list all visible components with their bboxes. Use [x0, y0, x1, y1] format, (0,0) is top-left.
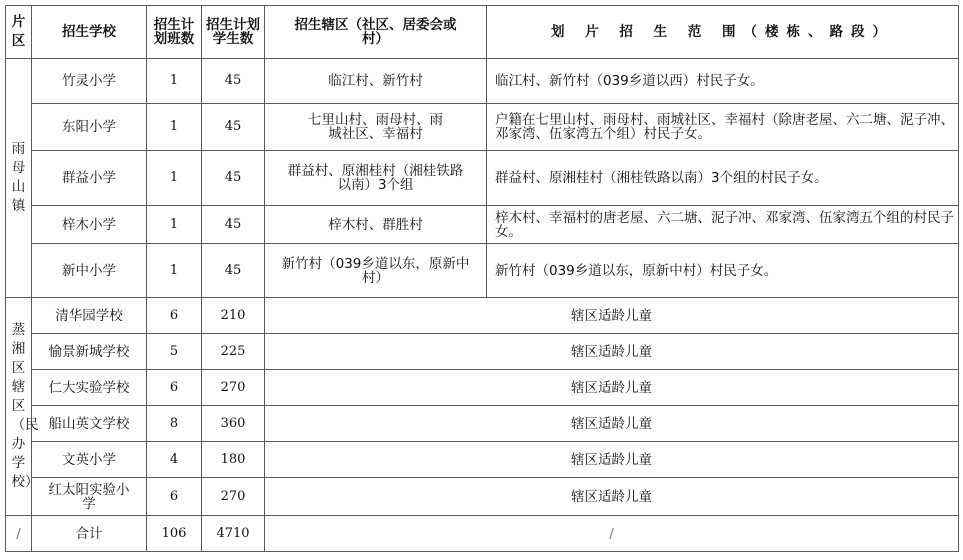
total-label: 合计 — [32, 516, 147, 552]
enrollment-table — [5, 5, 959, 552]
area-cell: 群益村、原湘桂村（湘桂铁路以南）3个组 — [265, 151, 487, 206]
header-classes: 招生计划班数 — [147, 6, 202, 59]
scope-cell: 群益村、原湘桂村（湘桂铁路以南）3个组的村民子女。 — [487, 151, 959, 206]
total-row — [6, 516, 959, 552]
students-cell: 270 — [202, 478, 265, 516]
classes-cell: 5 — [147, 334, 202, 370]
scope-cell: 辖区适龄儿童 — [265, 406, 959, 442]
table-row — [6, 104, 959, 151]
total-scope-cell: / — [265, 516, 959, 552]
students-cell: 210 — [202, 298, 265, 334]
table-row — [6, 244, 959, 298]
classes-cell: 1 — [147, 104, 202, 151]
school-cell: 文英小学 — [32, 442, 147, 478]
school-cell: 仁大实验学校 — [32, 370, 147, 406]
students-cell: 270 — [202, 370, 265, 406]
classes-cell: 6 — [147, 370, 202, 406]
school-cell: 船山英文学校 — [32, 406, 147, 442]
classes-cell: 1 — [147, 59, 202, 104]
header-school: 招生学校 — [32, 6, 147, 59]
school-cell: 竹灵小学 — [32, 59, 147, 104]
total-students: 4710 — [202, 516, 265, 552]
table-row — [6, 151, 959, 206]
total-classes: 106 — [147, 516, 202, 552]
students-cell: 360 — [202, 406, 265, 442]
school-cell: 东阳小学 — [32, 104, 147, 151]
area-cell: 新竹村（039乡道以东，原新中村） — [265, 244, 487, 298]
district-cell-yumushan: 雨母山镇 — [6, 59, 32, 298]
table-row — [6, 406, 959, 442]
table-row — [6, 59, 959, 104]
students-cell: 45 — [202, 59, 265, 104]
district-cell-zhengxiang: 蒸湘区辖区（民办学校） — [6, 298, 32, 516]
students-cell: 45 — [202, 244, 265, 298]
classes-cell: 6 — [147, 478, 202, 516]
scope-cell: 辖区适龄儿童 — [265, 478, 959, 516]
school-cell: 群益小学 — [32, 151, 147, 206]
header-row — [6, 6, 959, 59]
table-row — [6, 370, 959, 406]
scope-cell: 户籍在七里山村、雨母村、雨城社区、幸福村（除唐老屋、六二塘、泥子冲、邓家湾、伍家湾五个组）村民子女。 — [487, 104, 959, 151]
students-cell: 225 — [202, 334, 265, 370]
total-district-cell: / — [6, 516, 32, 552]
table-row — [6, 442, 959, 478]
students-cell: 45 — [202, 104, 265, 151]
school-cell: 新中小学 — [32, 244, 147, 298]
classes-cell: 1 — [147, 206, 202, 244]
scope-cell: 辖区适龄儿童 — [265, 298, 959, 334]
classes-cell: 8 — [147, 406, 202, 442]
students-cell: 180 — [202, 442, 265, 478]
classes-cell: 6 — [147, 298, 202, 334]
scope-cell: 辖区适龄儿童 — [265, 370, 959, 406]
table-row — [6, 298, 959, 334]
scope-cell: 新竹村（039乡道以东，原新中村）村民子女。 — [487, 244, 959, 298]
school-cell: 梓木小学 — [32, 206, 147, 244]
header-area: 招生辖区（社区、居委会或村） — [265, 6, 487, 59]
school-cell: 清华园学校 — [32, 298, 147, 334]
classes-cell: 1 — [147, 244, 202, 298]
header-students: 招生计划学生数 — [202, 6, 265, 59]
table-row — [6, 334, 959, 370]
table-row — [6, 478, 959, 516]
scope-cell: 临江村、新竹村（039乡道以西）村民子女。 — [487, 59, 959, 104]
scope-cell: 辖区适龄儿童 — [265, 442, 959, 478]
area-cell: 七里山村、雨母村、雨城社区、幸福村 — [265, 104, 487, 151]
header-district: 片区 — [6, 6, 32, 59]
students-cell: 45 — [202, 206, 265, 244]
scope-cell: 梓木村、幸福村的唐老屋、六二塘、泥子冲、邓家湾、伍家湾五个组的村民子女。 — [487, 206, 959, 244]
table-row — [6, 206, 959, 244]
area-cell: 临江村、新竹村 — [265, 59, 487, 104]
school-cell: 红太阳实验小学 — [32, 478, 147, 516]
scope-cell: 辖区适龄儿童 — [265, 334, 959, 370]
students-cell: 45 — [202, 151, 265, 206]
area-cell: 梓木村、群胜村 — [265, 206, 487, 244]
school-cell: 愉景新城学校 — [32, 334, 147, 370]
classes-cell: 4 — [147, 442, 202, 478]
classes-cell: 1 — [147, 151, 202, 206]
header-scope: 划 片 招 生 范 围（楼栋、路段） — [487, 6, 959, 59]
